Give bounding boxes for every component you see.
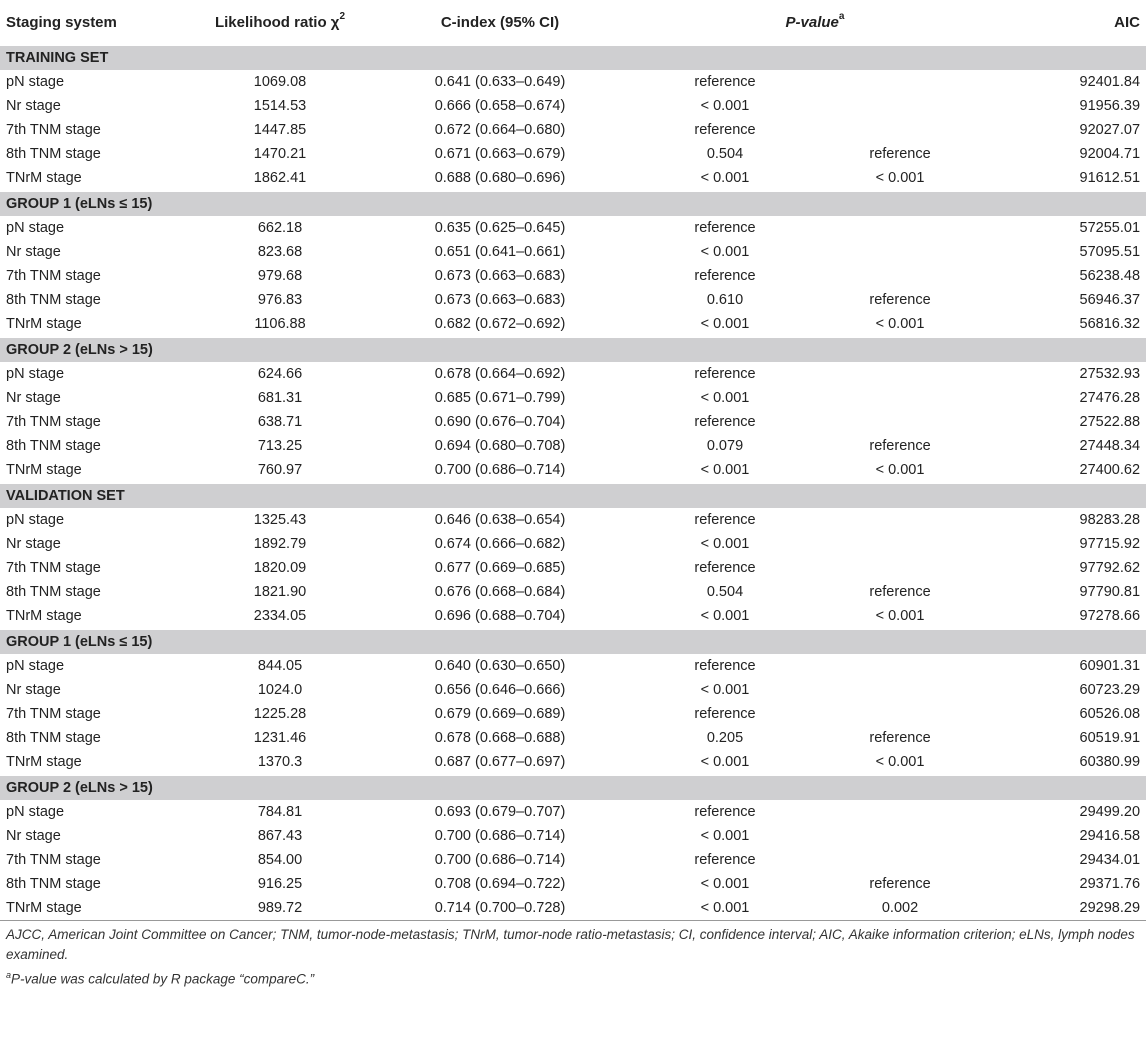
cell-likelihood-ratio: 1069.08 <box>253 74 307 90</box>
table-row <box>0 142 1146 166</box>
cell-staging-system: Nr stage <box>6 98 61 114</box>
cell-p-value-2 <box>810 702 990 726</box>
header-p-value: P-value$^a$ <box>640 0 990 45</box>
cell-p-value-2 <box>810 362 990 386</box>
cell-staging-system: 7th TNM stage <box>6 852 101 868</box>
cell-p-value-2 <box>810 800 990 824</box>
header-staging-system: Staging system <box>0 0 200 45</box>
section-header-row <box>0 483 1146 508</box>
cell-staging-system: 8th TNM stage <box>6 146 101 162</box>
cell-staging-system: 7th TNM stage <box>6 706 101 722</box>
cell-p-value-2 <box>810 94 990 118</box>
table-row <box>0 386 1146 410</box>
table-row <box>0 872 1146 896</box>
cell-p-value-2: reference <box>869 146 931 162</box>
cell-p-value-1: 0.610 <box>706 292 744 308</box>
cell-p-value-2: < 0.001 <box>875 170 925 186</box>
cell-p-value-1: reference <box>694 122 756 138</box>
table-row <box>0 288 1146 312</box>
cell-p-value-1: reference <box>694 658 756 674</box>
cell-likelihood-ratio: 823.68 <box>257 244 303 260</box>
cell-c-index: 0.673 (0.663–0.683) <box>434 292 566 308</box>
cell-staging-system: 8th TNM stage <box>6 876 101 892</box>
cell-aic: 98283.28 <box>1079 512 1141 528</box>
cell-p-value-2 <box>810 264 990 288</box>
cell-c-index: 0.688 (0.680–0.696) <box>434 170 566 186</box>
header-c-index: C-index (95% CI) <box>360 0 640 45</box>
cell-likelihood-ratio: 1225.28 <box>253 706 307 722</box>
cell-likelihood-ratio: 713.25 <box>257 438 303 454</box>
cell-p-value-2: reference <box>869 876 931 892</box>
cell-aic: 27532.93 <box>1079 366 1141 382</box>
section-header-row <box>0 775 1146 800</box>
cell-staging-system: 8th TNM stage <box>6 584 101 600</box>
cell-aic: 29499.20 <box>1079 804 1141 820</box>
footnote-pvalue: $^a$P-value was calculated by R package “compareC.” <box>6 970 315 987</box>
cell-p-value-1: reference <box>694 220 756 236</box>
cell-aic: 29371.76 <box>1079 876 1141 892</box>
cell-c-index: 0.651 (0.641–0.661) <box>434 244 566 260</box>
cell-p-value-2 <box>810 678 990 702</box>
cell-p-value-1: reference <box>694 706 756 722</box>
cell-aic: 60519.91 <box>1079 730 1141 746</box>
cell-p-value-1: reference <box>694 852 756 868</box>
cell-p-value-2 <box>810 216 990 240</box>
cell-p-value-2: < 0.001 <box>875 462 925 478</box>
cell-c-index: 0.679 (0.669–0.689) <box>434 706 566 722</box>
table-row <box>0 896 1146 921</box>
cell-aic: 56946.37 <box>1079 292 1141 308</box>
cell-p-value-1: < 0.001 <box>700 316 750 332</box>
table-row <box>0 216 1146 240</box>
cell-p-value-1: < 0.001 <box>640 896 810 921</box>
cell-aic: 27476.28 <box>1079 390 1141 406</box>
cell-staging-system: Nr stage <box>6 682 61 698</box>
cell-p-value-1: < 0.001 <box>700 98 750 114</box>
cell-p-value-1: reference <box>694 804 756 820</box>
cell-c-index: 0.708 (0.694–0.722) <box>434 876 566 892</box>
cell-p-value-1: < 0.001 <box>700 876 750 892</box>
cell-likelihood-ratio: 624.66 <box>257 366 303 382</box>
table-row <box>0 750 1146 775</box>
cell-c-index: 0.690 (0.676–0.704) <box>434 414 566 430</box>
cell-likelihood-ratio: 844.05 <box>257 658 303 674</box>
table-row <box>0 434 1146 458</box>
cell-staging-system: pN stage <box>6 220 65 236</box>
cell-staging-system: pN stage <box>6 658 65 674</box>
cell-staging-system: TNrM stage <box>6 608 82 624</box>
section-title: GROUP 1 (eLNs ≤ 15) <box>0 629 1146 654</box>
cell-p-value-2 <box>810 654 990 678</box>
cell-likelihood-ratio: 1862.41 <box>253 170 307 186</box>
cell-likelihood-ratio: 1892.79 <box>253 536 307 552</box>
cell-c-index: 0.678 (0.668–0.688) <box>434 730 566 746</box>
section-title: TRAINING SET <box>0 45 1146 70</box>
cell-p-value-1: < 0.001 <box>700 390 750 406</box>
cell-staging-system: Nr stage <box>6 244 61 260</box>
section-title: GROUP 2 (eLNs > 15) <box>0 775 1146 800</box>
cell-c-index: 0.666 (0.658–0.674) <box>434 98 566 114</box>
table-row <box>0 410 1146 434</box>
section-header-row <box>0 337 1146 362</box>
cell-p-value-1: 0.079 <box>706 438 744 454</box>
cell-p-value-2 <box>810 118 990 142</box>
cell-aic: 92401.84 <box>1079 74 1141 90</box>
section-title: VALIDATION SET <box>0 483 1146 508</box>
cell-staging-system: pN stage <box>6 74 65 90</box>
cell-staging-system: TNrM stage <box>6 754 82 770</box>
cell-p-value-2 <box>810 70 990 94</box>
cell-likelihood-ratio: 854.00 <box>257 852 303 868</box>
cell-p-value-1: 0.504 <box>706 584 744 600</box>
cell-likelihood-ratio: 784.81 <box>257 804 303 820</box>
table-row <box>0 702 1146 726</box>
cell-p-value-1: reference <box>694 366 756 382</box>
cell-c-index: 0.677 (0.669–0.685) <box>434 560 566 576</box>
cell-likelihood-ratio: 2334.05 <box>253 608 307 624</box>
cell-p-value-2: reference <box>869 730 931 746</box>
table-row <box>0 508 1146 532</box>
table-row <box>0 556 1146 580</box>
cell-p-value-2 <box>810 410 990 434</box>
cell-likelihood-ratio: 638.71 <box>257 414 303 430</box>
cell-p-value-1: < 0.001 <box>700 828 750 844</box>
cell-c-index: 0.635 (0.625–0.645) <box>434 220 566 236</box>
cell-p-value-1: < 0.001 <box>700 608 750 624</box>
cell-aic: 91956.39 <box>1079 98 1141 114</box>
header-likelihood-ratio: Likelihood ratio $\chi^2$ <box>200 0 360 45</box>
cell-p-value-2 <box>810 386 990 410</box>
cell-staging-system: TNrM stage <box>6 462 82 478</box>
cell-aic: 57095.51 <box>1079 244 1141 260</box>
section-title: GROUP 2 (eLNs > 15) <box>0 337 1146 362</box>
cell-likelihood-ratio: 1370.3 <box>257 754 303 770</box>
cell-p-value-2 <box>810 508 990 532</box>
header-aic: AIC <box>990 0 1146 45</box>
cell-c-index: 0.694 (0.680–0.708) <box>434 438 566 454</box>
cell-aic: 97790.81 <box>1079 584 1141 600</box>
cell-staging-system: pN stage <box>6 804 65 820</box>
cell-c-index: 0.672 (0.664–0.680) <box>434 122 566 138</box>
cell-staging-system: TNrM stage <box>6 316 82 332</box>
cell-staging-system: Nr stage <box>6 390 61 406</box>
table-row <box>0 94 1146 118</box>
cell-likelihood-ratio: 1470.21 <box>253 146 307 162</box>
cell-likelihood-ratio: 976.83 <box>257 292 303 308</box>
cell-staging-system: Nr stage <box>6 536 61 552</box>
cell-aic: 92004.71 <box>1079 146 1141 162</box>
cell-c-index: 0.656 (0.646–0.666) <box>434 682 566 698</box>
cell-c-index: 0.646 (0.638–0.654) <box>434 512 566 528</box>
cell-p-value-1: reference <box>694 414 756 430</box>
cell-p-value-2: reference <box>869 438 931 454</box>
cell-c-index: 0.687 (0.677–0.697) <box>434 754 566 770</box>
table-header <box>0 0 1146 45</box>
cell-staging-system: 7th TNM stage <box>6 414 101 430</box>
cell-likelihood-ratio: 681.31 <box>257 390 303 406</box>
table-row <box>0 70 1146 94</box>
cell-p-value-2: 0.002 <box>810 896 990 921</box>
table-row <box>0 800 1146 824</box>
table-row <box>0 678 1146 702</box>
cell-aic: 91612.51 <box>1079 170 1141 186</box>
cell-c-index: 0.676 (0.668–0.684) <box>434 584 566 600</box>
cell-aic: 27522.88 <box>1079 414 1141 430</box>
cell-c-index: 0.671 (0.663–0.679) <box>434 146 566 162</box>
table-row <box>0 264 1146 288</box>
cell-aic: 56238.48 <box>1079 268 1141 284</box>
table-row <box>0 654 1146 678</box>
cell-likelihood-ratio: 1820.09 <box>253 560 307 576</box>
cell-aic: 60380.99 <box>1079 754 1141 770</box>
cell-staging-system: 7th TNM stage <box>6 122 101 138</box>
cell-p-value-1: < 0.001 <box>700 170 750 186</box>
cell-p-value-2: reference <box>869 584 931 600</box>
cell-staging-system: 8th TNM stage <box>6 438 101 454</box>
cell-likelihood-ratio: 1821.90 <box>253 584 307 600</box>
cell-staging-system: 8th TNM stage <box>6 730 101 746</box>
cell-p-value-2 <box>810 848 990 872</box>
table-footnotes <box>0 921 1146 990</box>
cell-c-index: 0.678 (0.664–0.692) <box>434 366 566 382</box>
cell-c-index: 0.685 (0.671–0.799) <box>434 390 566 406</box>
cell-aic: 60901.31 <box>1079 658 1141 674</box>
cell-aic: 27400.62 <box>1079 462 1141 478</box>
table-row <box>0 824 1146 848</box>
cell-likelihood-ratio: 979.68 <box>257 268 303 284</box>
cell-aic: 60723.29 <box>1079 682 1141 698</box>
table-row <box>0 166 1146 191</box>
cell-aic: 29416.58 <box>1079 828 1141 844</box>
cell-likelihood-ratio: 1514.53 <box>253 98 307 114</box>
cell-likelihood-ratio: 989.72 <box>200 896 360 921</box>
cell-p-value-2 <box>810 556 990 580</box>
table-row <box>0 312 1146 337</box>
cell-staging-system: TNrM stage <box>6 170 82 186</box>
table-row <box>0 580 1146 604</box>
cell-c-index: 0.714 (0.700–0.728) <box>360 896 640 921</box>
table-row <box>0 726 1146 750</box>
cell-staging-system: pN stage <box>6 512 65 528</box>
cell-p-value-2: < 0.001 <box>875 608 925 624</box>
cell-p-value-2: < 0.001 <box>875 316 925 332</box>
cell-p-value-1: 0.504 <box>706 146 744 162</box>
cell-c-index: 0.700 (0.686–0.714) <box>434 462 566 478</box>
cell-p-value-1: reference <box>694 512 756 528</box>
cell-c-index: 0.640 (0.630–0.650) <box>434 658 566 674</box>
cell-aic: 57255.01 <box>1079 220 1141 236</box>
cell-staging-system: pN stage <box>6 366 65 382</box>
cell-p-value-1: 0.205 <box>706 730 744 746</box>
cell-p-value-1: < 0.001 <box>700 244 750 260</box>
cell-p-value-1: < 0.001 <box>700 754 750 770</box>
table-row <box>0 532 1146 556</box>
cell-p-value-1: < 0.001 <box>700 536 750 552</box>
cell-aic: 56816.32 <box>1079 316 1141 332</box>
table-row <box>0 458 1146 483</box>
cell-aic: 97278.66 <box>1079 608 1141 624</box>
cell-likelihood-ratio: 662.18 <box>257 220 303 236</box>
cell-p-value-2: < 0.001 <box>875 754 925 770</box>
section-header-row <box>0 45 1146 70</box>
cell-c-index: 0.693 (0.679–0.707) <box>434 804 566 820</box>
cell-p-value-2 <box>810 240 990 264</box>
cell-aic: 92027.07 <box>1079 122 1141 138</box>
section-title: GROUP 1 (eLNs ≤ 15) <box>0 191 1146 216</box>
cell-c-index: 0.682 (0.672–0.692) <box>434 316 566 332</box>
table-row <box>0 604 1146 629</box>
cell-likelihood-ratio: 1447.85 <box>253 122 307 138</box>
cell-c-index: 0.700 (0.686–0.714) <box>434 852 566 868</box>
cell-staging-system: 8th TNM stage <box>6 292 101 308</box>
cell-c-index: 0.700 (0.686–0.714) <box>434 828 566 844</box>
cell-p-value-1: < 0.001 <box>700 682 750 698</box>
cell-aic: 97792.62 <box>1079 560 1141 576</box>
table-row <box>0 118 1146 142</box>
cell-likelihood-ratio: 760.97 <box>257 462 303 478</box>
section-header-row <box>0 629 1146 654</box>
cell-p-value-1: reference <box>694 74 756 90</box>
cell-c-index: 0.641 (0.633–0.649) <box>434 74 566 90</box>
table-row <box>0 848 1146 872</box>
cell-staging-system: TNrM stage <box>0 896 200 921</box>
cell-likelihood-ratio: 1325.43 <box>253 512 307 528</box>
footnote-abbreviations: AJCC, American Joint Committee on Cancer; TNM, tumor-node-metastasis; TNrM, tumor-node ratio-metastasis; CI, confidence interval; AIC, Akaike information criterion; eLNs, lymph nodes examined. <box>6 927 1135 962</box>
cell-staging-system: 7th TNM stage <box>6 268 101 284</box>
cell-p-value-2: reference <box>869 292 931 308</box>
cell-aic: 60526.08 <box>1079 706 1141 722</box>
section-header-row <box>0 191 1146 216</box>
cell-p-value-2 <box>810 532 990 556</box>
cell-aic: 29298.29 <box>990 896 1146 921</box>
cell-p-value-1: < 0.001 <box>700 462 750 478</box>
cell-c-index: 0.673 (0.663–0.683) <box>434 268 566 284</box>
cell-likelihood-ratio: 1024.0 <box>257 682 303 698</box>
cell-p-value-2 <box>810 824 990 848</box>
cell-c-index: 0.696 (0.688–0.704) <box>434 608 566 624</box>
cell-p-value-1: reference <box>694 560 756 576</box>
cell-likelihood-ratio: 1231.46 <box>253 730 307 746</box>
cell-aic: 29434.01 <box>1079 852 1141 868</box>
cell-staging-system: Nr stage <box>6 828 61 844</box>
cell-staging-system: 7th TNM stage <box>6 560 101 576</box>
cell-c-index: 0.674 (0.666–0.682) <box>434 536 566 552</box>
table-body <box>0 45 1146 921</box>
cell-likelihood-ratio: 1106.88 <box>254 316 306 332</box>
cell-aic: 97715.92 <box>1079 536 1141 552</box>
cell-likelihood-ratio: 916.25 <box>257 876 303 892</box>
table-row <box>0 362 1146 386</box>
cell-aic: 27448.34 <box>1079 438 1141 454</box>
cell-p-value-1: reference <box>694 268 756 284</box>
cell-likelihood-ratio: 867.43 <box>257 828 303 844</box>
table-row <box>0 240 1146 264</box>
